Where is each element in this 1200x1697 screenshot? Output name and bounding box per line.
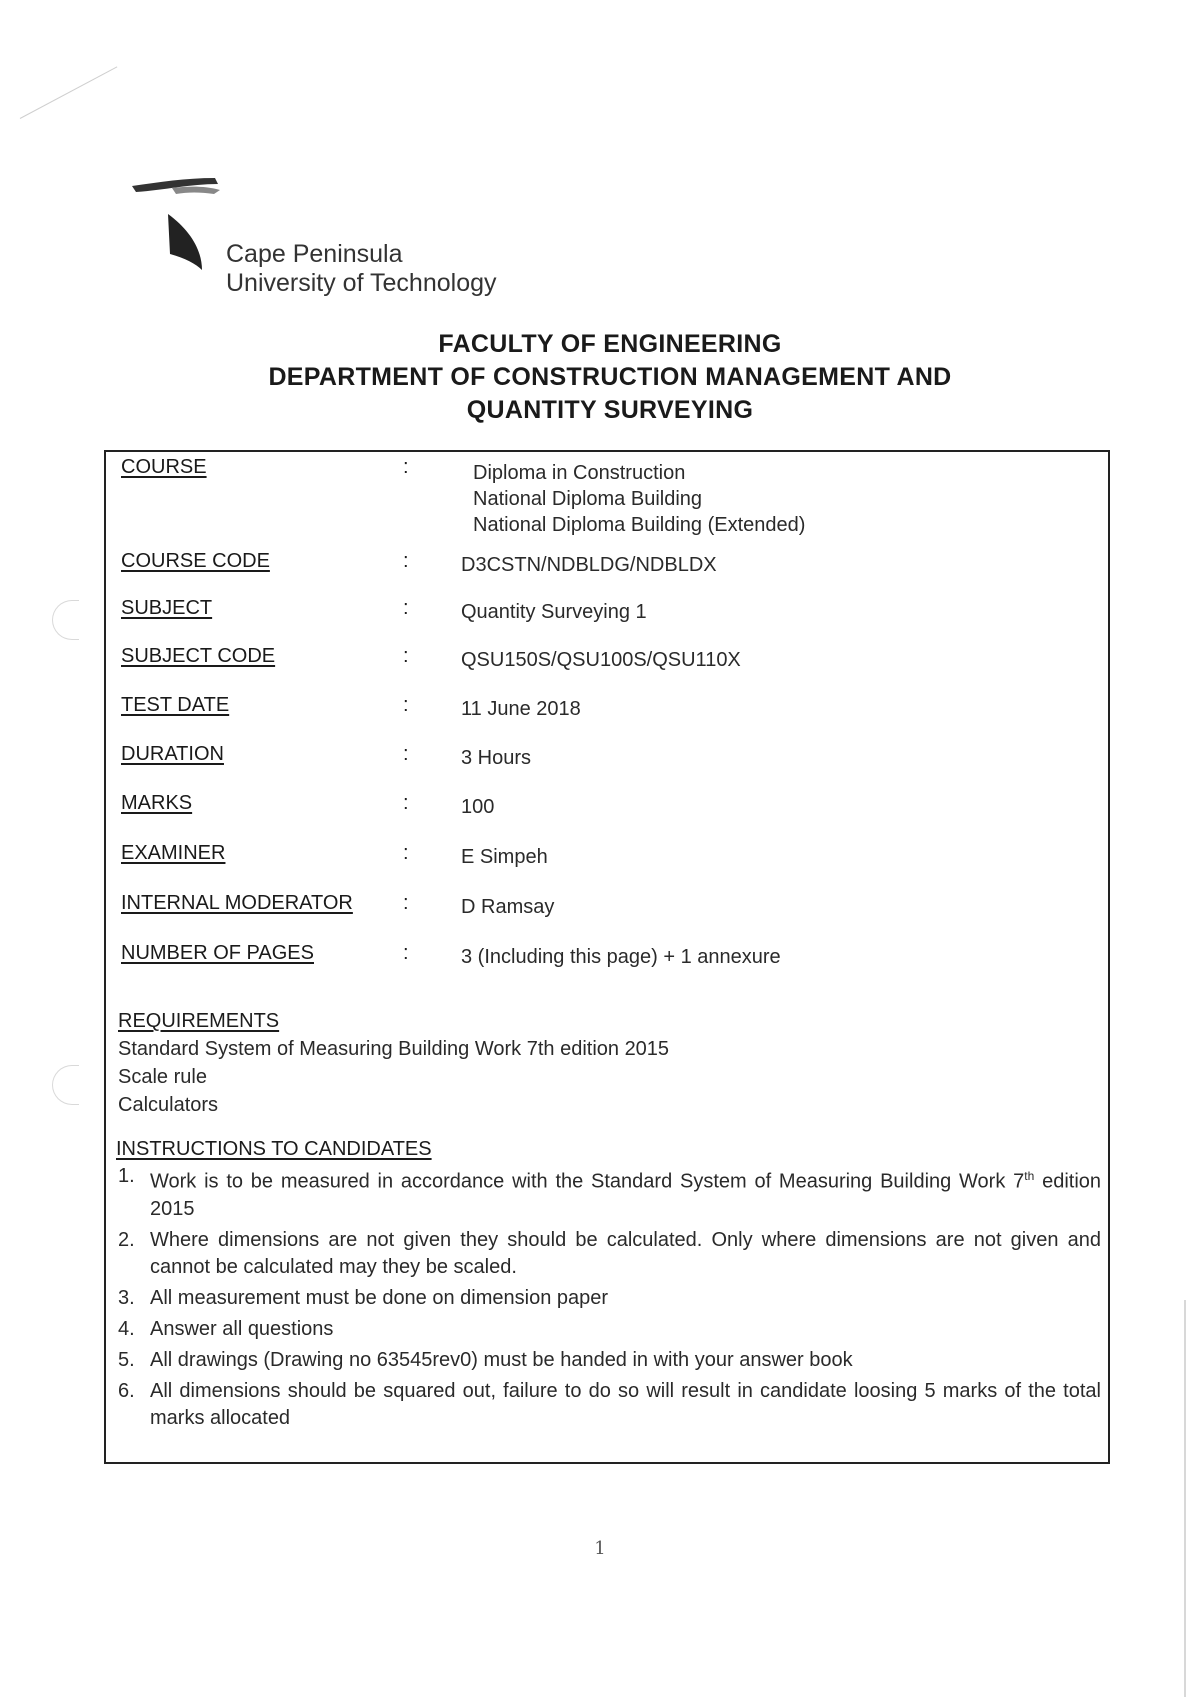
punch-hole-mark: [52, 600, 79, 640]
detail-label: TEST DATE: [121, 694, 230, 716]
instruction-number: 4.: [118, 1317, 135, 1340]
detail-label: SUBJECT CODE: [121, 645, 276, 667]
instruction-text: Answer all questions: [150, 1317, 334, 1340]
university-name-line2: University of Technology: [226, 269, 497, 297]
instruction-text: All drawings (Drawing no 63545rev0) must be handed in with your answer book: [150, 1348, 853, 1371]
detail-colon: :: [403, 792, 409, 814]
detail-colon: :: [403, 942, 409, 964]
instruction-superscript: th: [1024, 1169, 1035, 1183]
detail-value-line: D Ramsay: [461, 896, 555, 918]
detail-value: [461, 944, 781, 970]
faculty-heading: FACULTY OF ENGINEERING: [438, 330, 782, 358]
instruction-text: Where dimensions are not given they should be calculated. Only where dimensions are not given and cannot be calculated may they be scaled.: [150, 1228, 1101, 1278]
detail-label: SUBJECT: [121, 597, 213, 619]
logo-shield: [168, 214, 202, 270]
instruction-number: 6.: [118, 1379, 135, 1402]
requirement-item: Scale rule: [118, 1066, 207, 1088]
logo-mark-icon: [130, 170, 230, 270]
detail-label: EXAMINER: [121, 842, 226, 864]
detail-colon: :: [403, 645, 409, 667]
instructions-list: [116, 1163, 1101, 1432]
instruction-text: All measurement must be done on dimension paper: [150, 1286, 609, 1309]
scan-mark: [20, 66, 118, 119]
detail-value-line: D3CSTN/NDBLDG/NDBLDX: [461, 554, 717, 576]
detail-label: DURATION: [121, 743, 224, 765]
detail-value-line: 100: [461, 796, 495, 818]
instruction-item: [116, 1378, 1101, 1432]
instruction-number: 5.: [118, 1348, 135, 1371]
detail-colon: :: [403, 892, 409, 914]
instruction-text: All dimensions should be squared out, failure to do so will result in candidate loosing 5 marks of the total marks allocated: [150, 1379, 1101, 1429]
instruction-item: [116, 1347, 1101, 1374]
detail-value: [461, 844, 548, 870]
detail-value: [461, 696, 581, 722]
university-name-line1: Cape Peninsula: [226, 240, 403, 268]
department-heading-line2: QUANTITY SURVEYING: [466, 396, 754, 424]
detail-value-line: Diploma in Construction: [473, 462, 686, 484]
university-name: [226, 240, 497, 298]
exam-details-box: [104, 450, 1110, 1464]
detail-value-line: QSU150S/QSU100S/QSU110X: [461, 649, 741, 671]
document-headings: [200, 328, 1020, 427]
instruction-number: 1.: [118, 1165, 135, 1187]
detail-value-line: National Diploma Building (Extended): [473, 514, 806, 536]
detail-value-line: Quantity Surveying 1: [461, 601, 647, 623]
detail-value-line: National Diploma Building: [473, 488, 703, 510]
logo-swoosh-light: [172, 187, 220, 194]
instructions-title: INSTRUCTIONS TO CANDIDATES: [116, 1138, 432, 1160]
detail-colon: :: [403, 842, 409, 864]
scan-edge: [1184, 1300, 1186, 1697]
instruction-number: 3.: [118, 1286, 135, 1309]
detail-value: [461, 745, 531, 771]
detail-colon: :: [403, 550, 409, 572]
detail-value: [473, 460, 805, 538]
detail-value-line: E Simpeh: [461, 846, 548, 868]
instruction-item: [116, 1163, 1101, 1223]
detail-label: NUMBER OF PAGES: [121, 942, 314, 964]
page-number: 1: [594, 1538, 606, 1559]
requirements-title: REQUIREMENTS: [118, 1010, 280, 1032]
detail-value: [461, 599, 647, 625]
requirement-item: Calculators: [118, 1094, 219, 1116]
detail-label: COURSE CODE: [121, 550, 270, 572]
requirements-section: [118, 1007, 669, 1119]
detail-value: [461, 647, 741, 673]
detail-label: INTERNAL MODERATOR: [121, 892, 353, 914]
instructions-section: [116, 1136, 1101, 1436]
requirement-item: Standard System of Measuring Building Work 7th edition 2015: [118, 1038, 670, 1060]
instruction-item: [116, 1227, 1101, 1281]
detail-colon: :: [403, 456, 409, 478]
detail-value: [461, 794, 494, 820]
detail-value: [461, 552, 717, 578]
instruction-text: [150, 1163, 1101, 1223]
instruction-item: [116, 1316, 1101, 1343]
detail-colon: :: [403, 597, 409, 619]
detail-label: MARKS: [121, 792, 193, 814]
department-heading-line1: DEPARTMENT OF CONSTRUCTION MANAGEMENT AND: [268, 363, 952, 391]
detail-colon: :: [403, 743, 409, 765]
university-logo: [130, 170, 530, 300]
instruction-item: [116, 1285, 1101, 1312]
detail-label: COURSE: [121, 456, 207, 478]
instruction-text-main: Work is to be measured in accordance with the Standard System of Measuring Building Work 7: [150, 1170, 1025, 1193]
detail-value-line: 3 Hours: [461, 747, 532, 769]
instruction-number: 2.: [118, 1228, 135, 1251]
punch-hole-mark: [52, 1065, 79, 1105]
instruction-text-after: edition 2015: [150, 1170, 1102, 1220]
detail-value-line: 11 June 2018: [461, 698, 581, 720]
detail-value: [461, 894, 554, 920]
detail-colon: :: [403, 694, 409, 716]
detail-value-line: 3 (Including this page) + 1 annexure: [461, 946, 781, 968]
